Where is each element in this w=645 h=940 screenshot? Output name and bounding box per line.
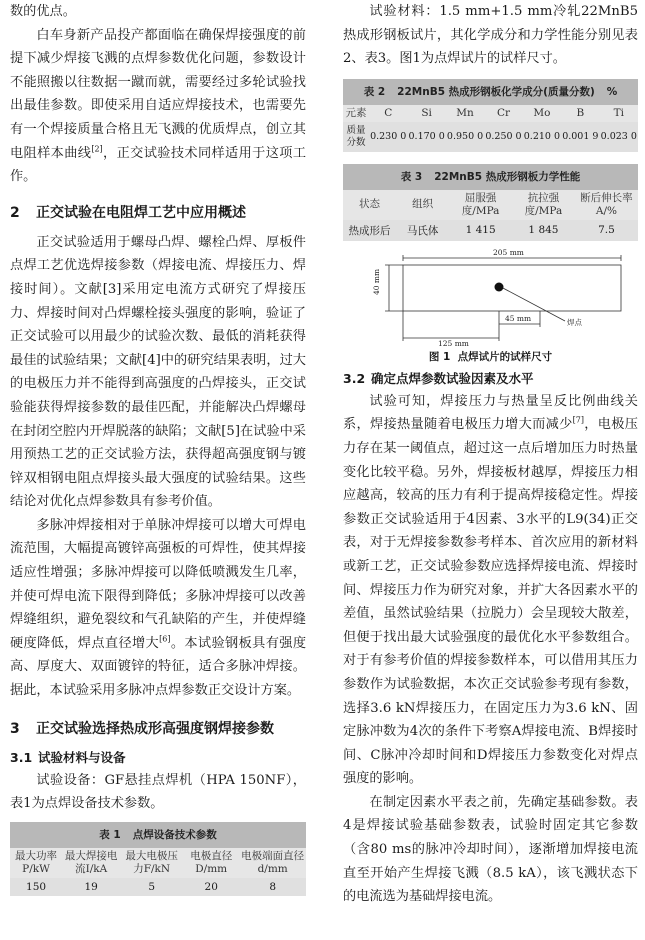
table-header-cell: 屈服强度/MPa <box>449 190 512 220</box>
table-cell: 0.023 0 <box>600 122 638 152</box>
table-header-cell: 状态 <box>343 190 396 220</box>
figure-label: 图 1 <box>428 350 451 363</box>
paragraph-text: 。本试验钢板具有强度高、厚度大、双面镀锌的特征，适合多脉冲焊接。据此，本试验采用多脉冲点焊参数正交设计方案。 <box>10 635 307 699</box>
paragraph-text: ，正交试验技术同样适用于这项工作。 <box>10 145 307 185</box>
paragraph-text: 试验可知，焊接压力与热量呈反比例曲线关系，焊接热量随着电极压力增大而减少 <box>343 393 638 433</box>
table-title <box>10 822 306 848</box>
table-caption: 22MnB5 热成形钢板力学性能 <box>434 170 581 183</box>
section-number: 3 <box>10 720 20 737</box>
subsection-title: 试验材料与设备 <box>38 749 126 765</box>
table-header-cell: Cr <box>484 105 522 122</box>
paragraph-text: 白车身新产品投产都面临在确保焊接强度的前提下减少焊接飞溅的点焊参数优化问题，参数设计不能照搬以往数据一蹴而就，需要经过多轮试验找出最佳参数。即使采用自适应焊接技术，也需要先有一个焊接质量合格且无飞溅的优质焊点，创立其电阻样本曲线 <box>10 27 306 161</box>
dim-label-45: 45 mm <box>505 313 532 323</box>
table-3 <box>343 164 638 241</box>
table-cell: 热成形后 <box>343 220 396 241</box>
table-cell: 0.230 0 <box>369 122 407 152</box>
table-cell: 0.950 0 <box>446 122 484 152</box>
spot-label: 焊点 <box>567 317 582 327</box>
table-title <box>343 79 638 105</box>
table-cell: 马氏体 <box>396 220 449 241</box>
table-header-row <box>10 848 306 878</box>
section-title: 正交试验选择热成形高强度钢焊接参数 <box>36 720 274 737</box>
paragraph: 试验设备：GF悬挂点焊机（HPA 150NF），表1为点焊设备技术参数。 <box>10 772 306 812</box>
citation-ref: [2] <box>91 144 103 154</box>
dim-label-125: 125 mm <box>438 338 469 347</box>
table-cell: 0.001 9 <box>561 122 599 152</box>
table-header-cell: 最大焊接电流I/kA <box>62 848 120 878</box>
table-row-label: 质量分数 <box>343 122 369 152</box>
section-number: 2 <box>10 204 20 221</box>
table-cell: 5 <box>120 878 183 896</box>
table-header-cell: 最大电极压力F/kN <box>120 848 183 878</box>
table-header-cell: 最大功率P/kW <box>10 848 62 878</box>
table-caption: 点焊设备技术参数 <box>132 828 217 841</box>
right-column <box>343 0 638 909</box>
subsection-heading <box>10 747 306 769</box>
table-cell: 0.210 0 <box>523 122 561 152</box>
table-cell: 20 <box>183 878 239 896</box>
section-title: 正交试验在电阻焊工艺中应用概述 <box>36 204 246 221</box>
subsection-number: 3.2 <box>343 370 366 386</box>
table-cell: 0.170 0 <box>407 122 445 152</box>
specimen-outline <box>403 265 621 311</box>
dim-label-total: 205 mm <box>493 247 524 257</box>
weld-spot-icon <box>495 282 504 291</box>
table-cell: 1 415 <box>449 220 512 241</box>
specimen-drawing <box>343 247 638 347</box>
subsection-title: 确定点焊参数试验因素及水平 <box>371 370 534 386</box>
left-column <box>10 0 306 896</box>
paragraph <box>10 24 306 189</box>
table-header-cell: 抗拉强度/MPa <box>512 190 575 220</box>
paragraph <box>10 514 306 703</box>
paragraph: 数的优点。 <box>10 4 76 19</box>
table-header-cell: 电极端面直径d/mm <box>239 848 306 878</box>
paragraph-text: ，电极压力存在某一阈值点，超过这一点后增加压力时热量变化比较平稳。另外，焊接板材越厚，焊接压力相应越高，较高的压力有利于提高焊接稳定性。焊接参数正交试验适用于4因素、3水平的L9(34)正交表，对于无焊接参数参考样本、首次应用的新材料或新工艺，正交试验参数应选择焊接电流、焊接时间、焊接压力作为研究对象，并扩大各因素水平的差值，虽然试验结果（拉脱力）会呈现较大散差，但便于找出最大试验强度的最优化水平参数组合。对于有参考价值的焊接参数样本，可以借用其压力参数作为试验数据，本次正交试验参考现有参数，选择3.6 kN焊接压力，在固定压力为3.6 kN、固定脉冲数为4次的条件下考察A焊接电流、B焊接时间、C脉冲冷却时间和D焊接压力参数变化对焊点强度的影响。 <box>343 417 638 787</box>
table-label: 表 1 <box>99 828 121 841</box>
table-header-cell: 组织 <box>396 190 449 220</box>
table-cell: 1 845 <box>512 220 575 241</box>
table-label: 表 3 <box>400 170 423 183</box>
table-row <box>10 878 306 896</box>
table-header-cell: 电极直径D/mm <box>183 848 239 878</box>
paragraph <box>343 390 638 791</box>
paragraph-text: 多脉冲焊接相对于单脉冲焊接可以增大可焊电流范围，大幅提高镀锌高强板的可焊性，使其焊接适应性增强；多脉冲焊接可以降低喷溅发生几率，并使可焊电流下限得到降低；多脉冲焊接可以改善焊缝组织，避免裂纹和气孔缺陷的产生，并使焊缝硬度降低，焊点直径增大 <box>10 517 306 651</box>
table-unit: % <box>606 85 618 98</box>
paragraph: 在制定因素水平表之前，先确定基础参数。表4是焊接试验基础参数表，试验时固定其它参数（含80 ms的脉冲冷却时间），逐渐增加焊接电流直至开始产生焊接飞溅（8.5 kA），该飞溅状态下的电流选为基础焊接电流。 <box>343 794 638 905</box>
table-cell: 0.250 0 <box>484 122 522 152</box>
table-title <box>343 164 638 190</box>
section-heading <box>10 715 306 743</box>
table-cell: 7.5 <box>575 220 638 241</box>
table-header-row <box>343 105 638 122</box>
table-header-cell: Mn <box>446 105 484 122</box>
table-cell: 19 <box>62 878 120 896</box>
section-heading <box>10 199 306 227</box>
table-row <box>343 122 638 152</box>
figure-title: 点焊试片的试样尺寸 <box>457 350 553 363</box>
table-label: 表 2 <box>363 85 386 98</box>
paragraph: 试验材料：1.5 mm+1.5 mm冷轧22MnB5热成形钢板试片，其化学成分和力学性能分别见表2、表3。图1为点焊试片的试样尺寸。 <box>343 4 638 67</box>
table-header-cell: C <box>369 105 407 122</box>
table-caption: 22MnB5 热成形钢板化学成分(质量分数) <box>397 85 595 98</box>
table-1 <box>10 822 306 896</box>
paragraph: 正交试验适用于螺母凸焊、螺栓凸焊、厚板件点焊工艺优选焊接参数（焊接电流、焊接压力、焊接时间）。文献[3]采用定电流方式研究了焊接压力、焊接时间对凸焊螺栓接头强度的影响，验证了正交试验可以用最少的试验次数、最低的消耗获得最佳的试验结果；文献[4]中的研究结果表明，过大的电极压力并不能得到高强度的凸焊接头，正交试验能获得焊接参数的最佳匹配，并能解决凸焊螺母在封闭空腔内开焊脱落的缺陷；文献[5]在试验中采用预热工艺的正交试验方法，获得超高强度钢与镀锌双相钢电阻点焊接头最大强度的试验结果。这些结论对优化点焊参数具有参考价值。 <box>10 234 306 510</box>
table-header-cell: 断后伸长率A/% <box>575 190 638 220</box>
table-cell: 150 <box>10 878 62 896</box>
citation-ref: [6] <box>159 634 171 644</box>
citation-ref: [7] <box>572 415 584 425</box>
table-header-cell: B <box>561 105 599 122</box>
table-header-cell: Mo <box>523 105 561 122</box>
figure-1 <box>343 247 638 347</box>
table-row <box>343 220 638 241</box>
table-header-cell: 元素 <box>343 105 369 122</box>
table-header-cell: Ti <box>600 105 638 122</box>
table-header-cell: Si <box>407 105 445 122</box>
dim-label-height: 40 mm <box>372 268 381 295</box>
subsection-heading <box>343 368 638 390</box>
table-2 <box>343 79 638 152</box>
table-header-row <box>343 190 638 220</box>
subsection-number: 3.1 <box>10 749 33 765</box>
table-cell: 8 <box>239 878 306 896</box>
figure-caption <box>343 349 638 364</box>
